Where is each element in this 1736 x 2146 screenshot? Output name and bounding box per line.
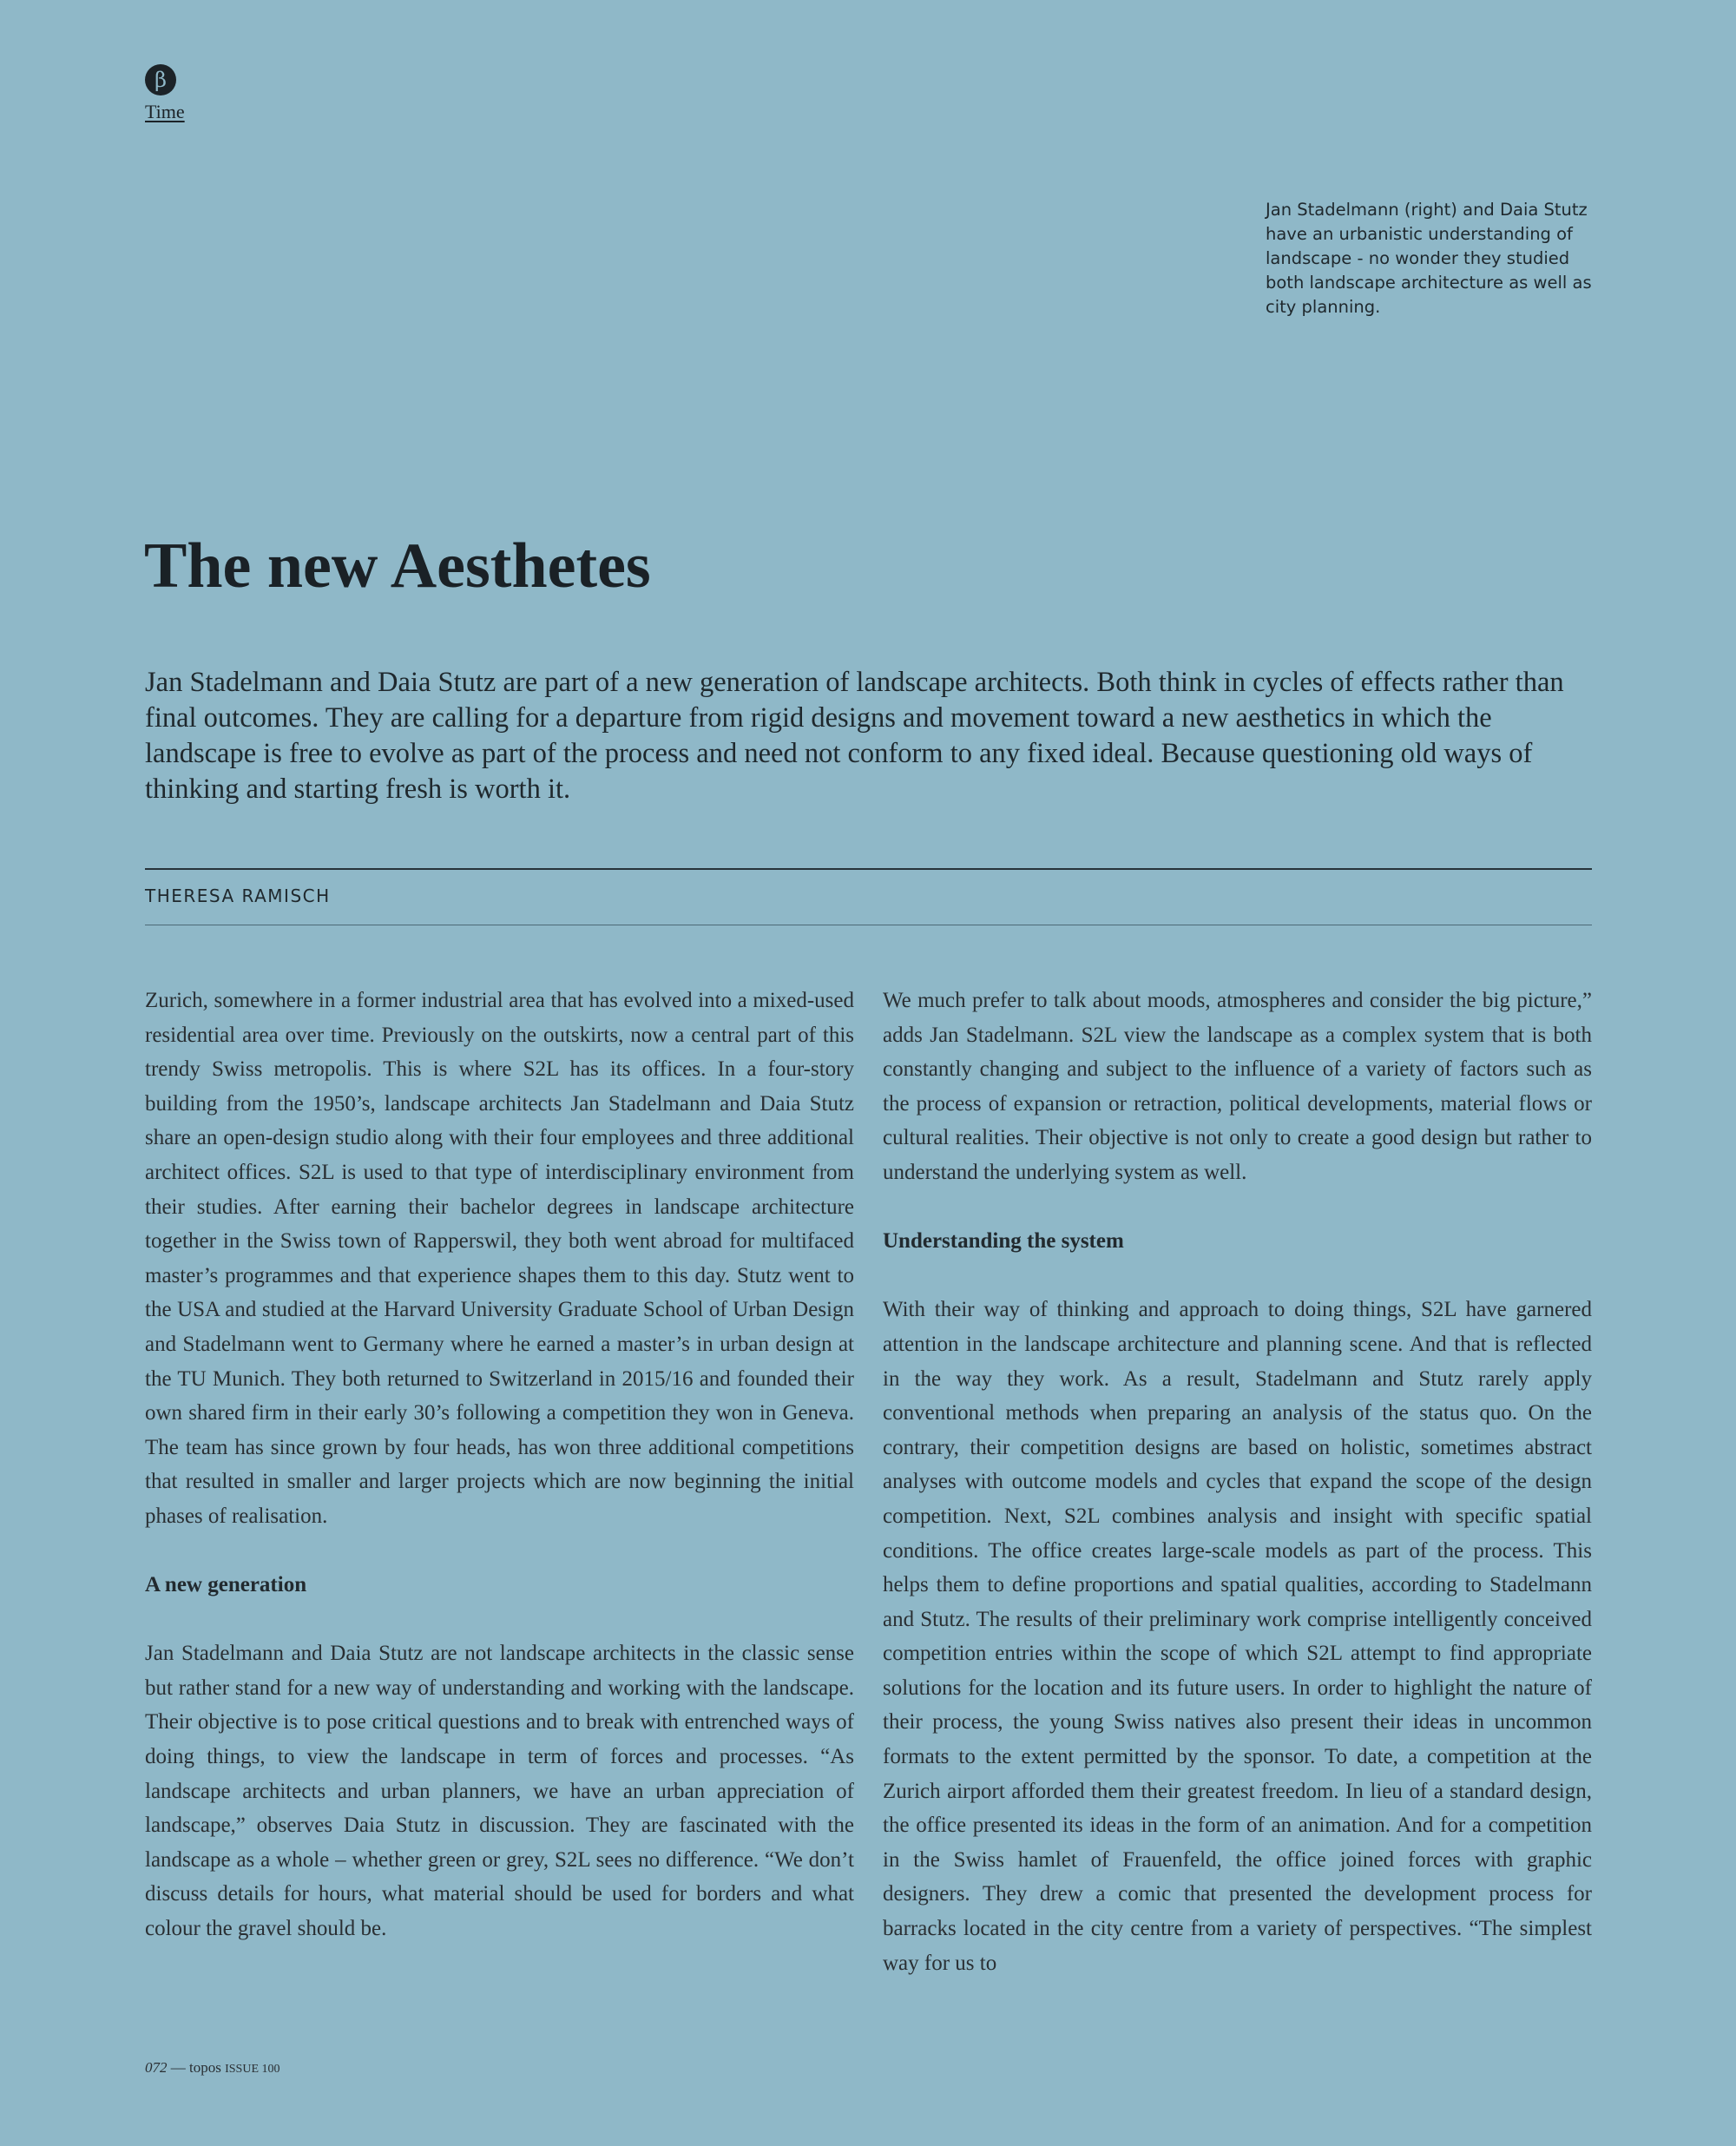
body-paragraph: With their way of thinking and approach to doing things, S2L have garnered attention in the landscape architecture and planning scene. And that is reflected in the way they work. As a result, Stadelmann and Stutz rarely apply conventional methods when preparing an analysis of the status quo. On the contrary, their competition designs are based on holistic, sometimes abstract analyses with outcome models and cycles that expand the scope of the design competition. Next, S2L combines analysis and insight with specific spatial conditions. The office creates large-scale models as part of the process. This helps them to define proportions and spatial qualities, according to Stadelmann and Stutz. The results of their preliminary work comprise intelligently conceived competition entries within the scope of which S2L attempt to find appropriate solutions for the location and its future users. In order to highlight the nature of their process, the young Swiss natives also present their ideas in uncommon formats to the extent permitted by the sponsor. To date, a competition at the Zurich airport afforded them their greatest freedom. In lieu of a standard design, the office presented its ideas in the form of an animation. And for a competition in the Swiss hamlet of Frauenfeld, the office joined forces with graphic designers. They drew a comic that presented the development process for barracks located in the city centre from a variety of perspectives. “The simplest way for us to [883,1298,1592,1975]
photo-caption: Jan Stadelmann (right) and Daia Stutz have an urbanistic understanding of landscape - no wonder they studied both landscape architecture as well as city planning. [1266,200,1592,317]
section-marker [145,64,185,123]
byline: THERESA RAMISCH [145,885,331,906]
footer-publication: — topos [167,2059,226,2076]
page-number: 072 [145,2059,168,2076]
right-column [883,984,1592,1980]
body-paragraph: We much prefer to talk about moods, atmospheres and consider the big picture,” adds Jan Stadelmann. S2L view the landscape as a complex system that is both constantly changing and subject to the influence of a variety of factors such as the process of expansion or retraction, political developments, material flows or cultural realities. Their objective is not only to create a good design but rather to understand the underlying system as well. [883,989,1592,1184]
byline-top-rule [145,868,1592,870]
subheading: Understanding the system [883,1229,1124,1254]
footer-issue: ISSUE 100 [225,2063,280,2076]
article-lead: Jan Stadelmann and Daia Stutz are part of a new generation of landscape architects. Both think in cycles of effects rather than final outcomes. They are calling for a departure from rigid designs and movement toward a new aesthetics in which the landscape is free to evolve as part of the process and need not conform to any fixed ideal. Because questioning old ways of thinking and starting fresh is worth it. [145,667,1564,805]
article-title: The new Aesthetes [144,530,651,602]
beta-section-icon: β [145,64,176,95]
left-column [145,984,854,1946]
body-paragraph: Jan Stadelmann and Daia Stutz are not landscape architects in the classic sense but rather stand for a new way of understanding and working with the landscape. Their objective is to pose critical questions and to break with entrenched ways of doing things, to view the landscape in term of forces and processes. “As landscape architects and urban planners, we have an urban appreciation of landscape,” observes Daia Stutz in discussion. They are fascinated with the landscape as a whole – whether green or grey, S2L sees no difference. “We don’t discuss details for hours, what material should be used for borders and what colour the gravel should be. [145,1642,854,1941]
body-paragraph: Zurich, somewhere in a former industrial area that has evolved into a mixed-used residential area over time. Previously on the outskirts, now a central part of this trendy Swiss metropolis. This is where S2L has its offices. In a four-story building from the 1950’s, landscape architects Jan Stadelmann and Daia Stutz share an open-design studio along with their four employees and three additional architect offices. S2L is used to that type of interdisciplinary environment from their studies. After earning their bachelor degrees in landscape architecture together in the Swiss town of Rapperswil, they both went abroad for multifaced master’s programmes and that experience shapes them to this day. Stutz went to the USA and studied at the Harvard University Graduate School of Urban Design and Stadelmann went to Germany where he earned a master’s in urban design at the TU Munich. They both returned to Switzerland in 2015/16 and founded their own shared firm in their early 30’s following a competition they won in Geneva. The team has since grown by four heads, has won three additional competitions that resulted in smaller and larger projects which are now beginning the initial phases of realisation. [145,989,854,1528]
subheading: A new generation [145,1573,307,1597]
page-footer [145,2059,280,2077]
section-label[interactable]: Time [145,101,185,122]
